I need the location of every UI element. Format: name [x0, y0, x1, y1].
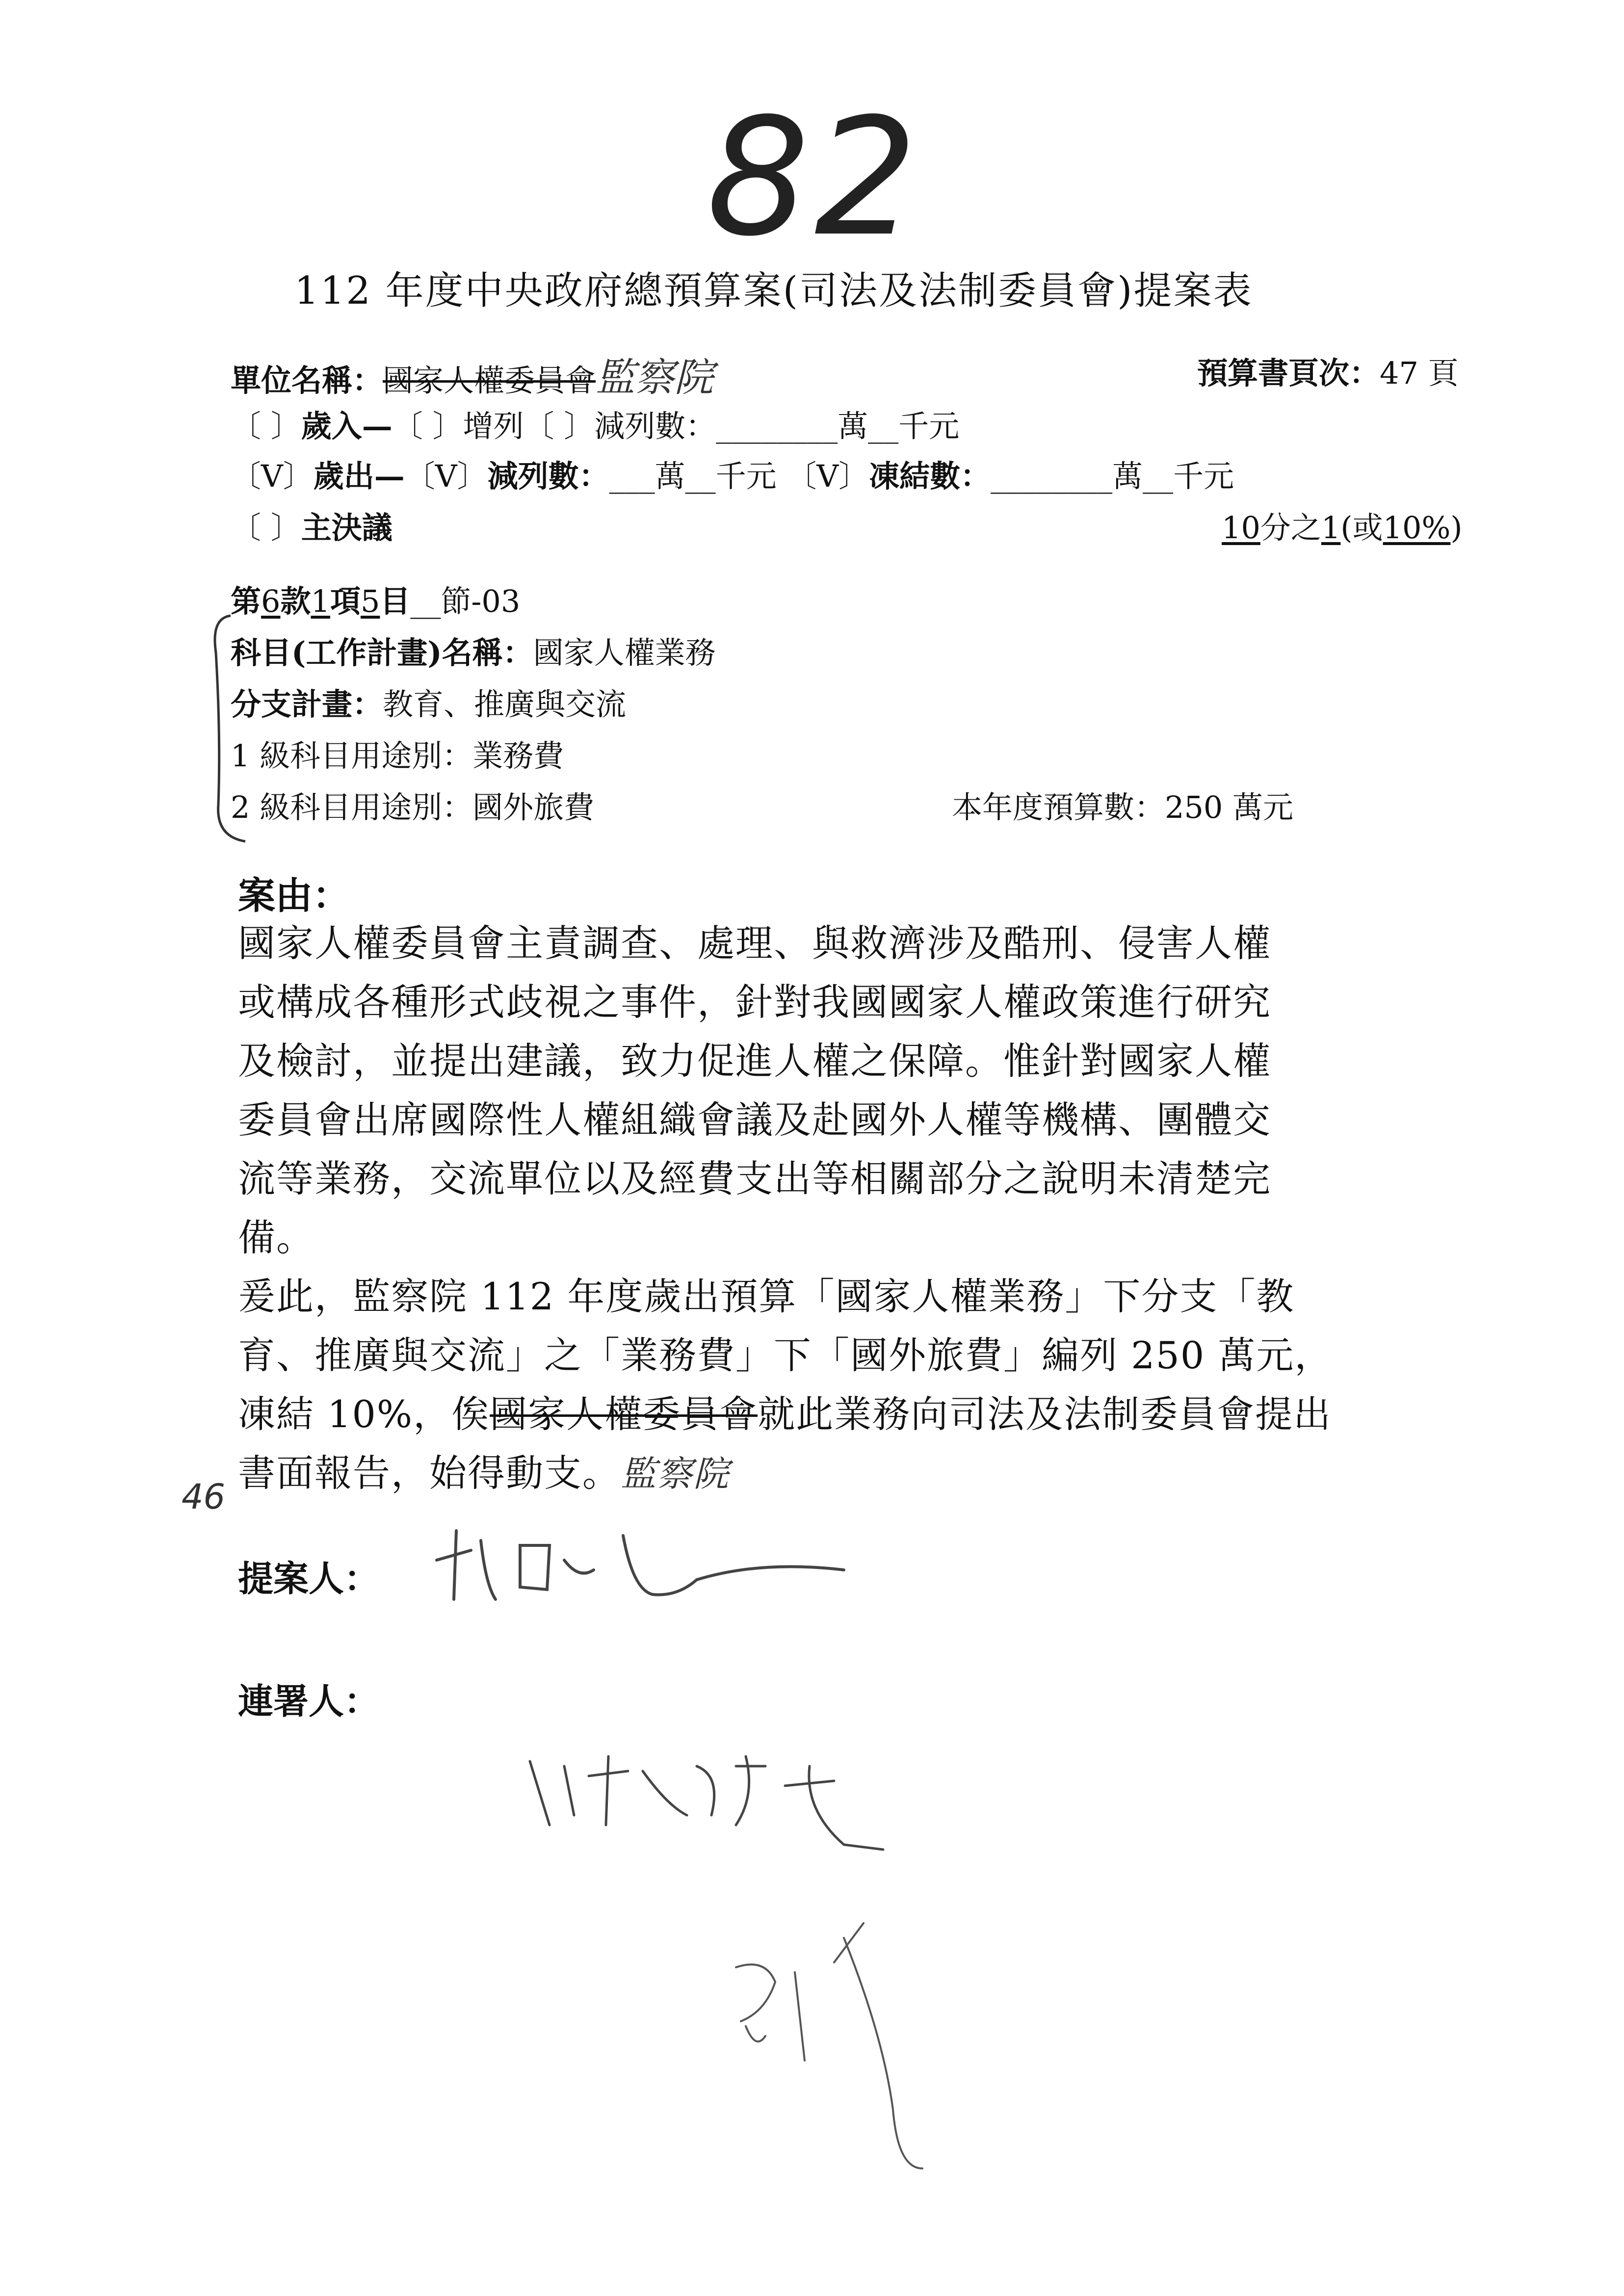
proposer-label: 提案人：: [238, 1558, 380, 1599]
resolution-line: [231, 510, 393, 546]
margin-note: 46: [182, 1477, 226, 1517]
branch-line: [231, 686, 627, 722]
resolution-label: 主決議: [301, 510, 393, 546]
cosigner-label: 連署人：: [238, 1680, 380, 1722]
subject-label: 科目(工作計畫)名稱：: [231, 635, 533, 671]
section-kuan: 款: [280, 583, 311, 619]
level2-line: 2 級科目用途別：國外旅費: [231, 789, 595, 825]
expense-wan-2: 萬: [1112, 458, 1143, 494]
section-xiang: 項: [330, 583, 361, 619]
branch-label: 分支計畫：: [231, 686, 383, 722]
revenue-line: [231, 408, 960, 444]
ratio-or: (或: [1340, 510, 1383, 546]
level1-line: 1 級科目用途別：業務費: [231, 738, 564, 774]
expense-checkbox-2: 〔V〕: [404, 458, 488, 494]
expense-freeze: 凍結數：: [869, 458, 991, 494]
expense-blank-4: __: [1143, 458, 1174, 494]
reason-line: 爰此，監察院 112 年度歲出預算「國家人權業務」下分支「教: [238, 1275, 1295, 1318]
expense-blank-2: __: [685, 458, 716, 494]
budget-section: [231, 583, 521, 619]
revenue-qianyuan: 千元: [898, 408, 960, 444]
reason-line: 委員會出席國際性人權組織會議及赴國外人權等機構、團體交: [238, 1098, 1271, 1142]
expense-checkbox: 〔V〕: [231, 458, 314, 494]
expense-decrease: 減列數：: [487, 458, 609, 494]
reason-line: [238, 1451, 730, 1495]
section-xiang-num: 1: [311, 583, 330, 619]
section-jie-blank: __: [410, 583, 441, 619]
proposer-signature: [432, 1526, 849, 1609]
reason-line: 備。: [238, 1216, 314, 1259]
revenue-checkbox-3: 〔 〕: [524, 408, 595, 444]
revenue-decrease: 減列數：: [594, 408, 716, 444]
branch-value: 教育、推廣與交流: [383, 686, 627, 722]
reason-line: 或構成各種形式歧視之事件，針對我國國家人權政策進行研究: [238, 980, 1271, 1024]
ratio-close: ): [1450, 510, 1463, 546]
cosigner-signature-2: [731, 1918, 927, 2173]
reason-line: 流等業務，交流單位以及經費支出等相關部分之說明未清楚完: [238, 1157, 1271, 1200]
page-value: 47 頁: [1380, 355, 1459, 391]
budget-amount: 本年度預算數：250 萬元: [952, 789, 1294, 825]
unit-label: 單位名稱：: [231, 363, 383, 398]
cosigner-signature-1: [525, 1751, 888, 1854]
reason-label: 案由：: [238, 874, 350, 917]
ratio-mid: 分之: [1260, 510, 1321, 546]
ratio-numerator: 1: [1321, 510, 1341, 546]
reason-line: 及檢討，並提出建議，致力促進人權之保障。惟針對國家人權: [238, 1039, 1271, 1083]
revenue-label: 歲入—: [301, 408, 393, 444]
expense-checkbox-3: 〔V〕: [786, 458, 869, 494]
subject-line: [231, 635, 716, 671]
reason-line-part: 書面報告，始得動支。: [238, 1451, 621, 1495]
ratio-percent: 10%: [1383, 510, 1451, 546]
section-mu: 目: [380, 583, 411, 619]
expense-label: 歲出—: [313, 458, 405, 494]
unit-name-handwritten: 監察院: [596, 355, 714, 400]
expense-line: [231, 458, 1234, 494]
revenue-checkbox: 〔 〕: [231, 408, 301, 444]
budget-page-ref: [1197, 355, 1459, 391]
revenue-wan: 萬: [838, 408, 868, 444]
handwritten-page-number: 82: [707, 83, 922, 272]
section-kuan-num: 6: [261, 583, 281, 619]
resolution-checkbox: 〔 〕: [231, 510, 301, 546]
expense-qianyuan: 千元: [715, 458, 777, 494]
expense-blank-3: ________: [991, 458, 1113, 494]
expense-wan: 萬: [655, 458, 685, 494]
page-label: 預算書頁次：: [1197, 355, 1380, 391]
struck-agency-name: 國家人權委員會: [490, 1392, 758, 1436]
reason-line: 國家人權委員會主責調查、處理、與救濟涉及酷刑、侵害人權: [238, 921, 1271, 965]
reason-line: [238, 1392, 1332, 1436]
revenue-blank-2: __: [868, 408, 899, 444]
revenue-blank: ________: [716, 408, 838, 444]
handwritten-replacement: 監察院: [621, 1453, 730, 1494]
expense-blank-1: ___: [609, 458, 655, 494]
unit-name-row: [231, 355, 714, 400]
unit-name-struck: 國家人權委員會: [383, 363, 596, 398]
ratio-denominator: 10: [1222, 510, 1260, 546]
revenue-checkbox-2: 〔 〕: [392, 408, 463, 444]
reason-line-part: 凍結 10%，俟: [238, 1392, 490, 1436]
page-title: 112 年度中央政府總預算案(司法及法制委員會)提案表: [294, 269, 1253, 313]
revenue-increase: 增列: [463, 408, 524, 444]
section-jie: 節-03: [441, 583, 521, 619]
expense-qianyuan-2: 千元: [1173, 458, 1234, 494]
subject-value: 國家人權業務: [533, 635, 716, 671]
section-mu-num: 5: [360, 583, 380, 619]
freeze-ratio: [1222, 510, 1463, 546]
reason-line-part: 就此業務向司法及法制委員會提出: [758, 1392, 1332, 1436]
reason-line: 育、推廣與交流」之「業務費」下「國外旅費」編列 250 萬元，: [238, 1333, 1333, 1377]
section-di: 第: [231, 583, 262, 619]
